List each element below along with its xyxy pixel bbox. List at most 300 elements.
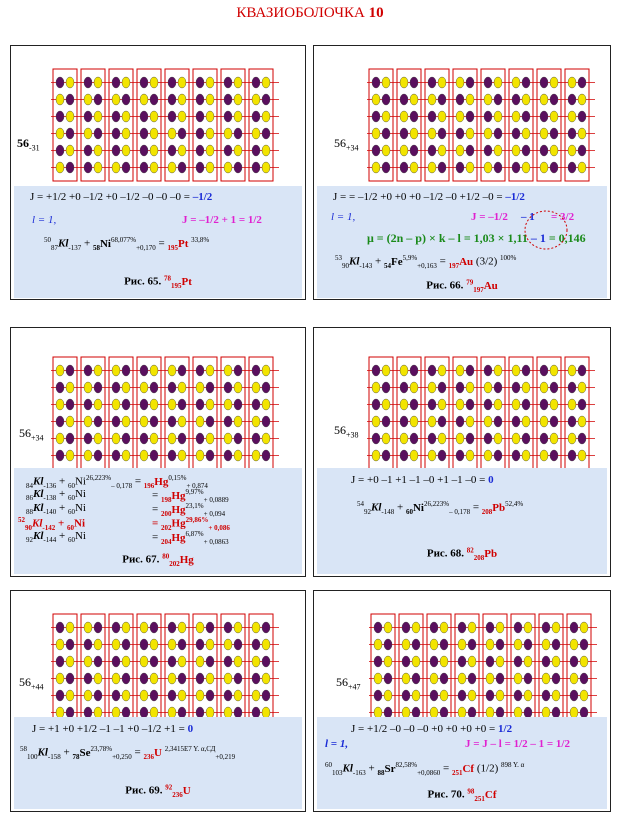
purple-particle xyxy=(150,416,158,427)
purple-particle xyxy=(512,94,520,105)
orbital-grid-svg xyxy=(367,68,595,182)
purple-particle xyxy=(428,365,436,376)
yellow-particle xyxy=(252,94,260,105)
purple-particle xyxy=(542,656,550,667)
purple-particle xyxy=(522,145,530,156)
yellow-particle xyxy=(466,162,474,173)
purple-particle xyxy=(486,622,494,633)
yellow-particle xyxy=(234,77,242,88)
yellow-particle xyxy=(234,145,242,156)
purple-particle xyxy=(196,639,204,650)
yellow-particle xyxy=(252,690,260,701)
yellow-particle xyxy=(224,162,232,173)
purple-particle xyxy=(550,450,558,461)
purple-particle xyxy=(400,416,408,427)
yellow-particle xyxy=(252,382,260,393)
yellow-particle xyxy=(224,128,232,139)
yellow-particle xyxy=(440,622,448,633)
purple-particle xyxy=(140,365,148,376)
purple-particle xyxy=(466,77,474,88)
yellow-particle xyxy=(56,162,64,173)
purple-particle xyxy=(428,433,436,444)
yellow-particle xyxy=(234,111,242,122)
purple-particle xyxy=(466,433,474,444)
shell-label: $56_{-31}$ xyxy=(17,136,40,153)
yellow-particle xyxy=(496,690,504,701)
yellow-particle xyxy=(466,416,474,427)
purple-particle xyxy=(550,94,558,105)
yellow-particle xyxy=(494,365,502,376)
yellow-particle xyxy=(550,399,558,410)
yellow-particle xyxy=(522,162,530,173)
purple-particle xyxy=(122,433,130,444)
purple-particle xyxy=(456,416,464,427)
purple-particle xyxy=(252,399,260,410)
info-box xyxy=(317,717,607,809)
yellow-particle xyxy=(262,162,270,173)
yellow-particle xyxy=(552,656,560,667)
yellow-particle xyxy=(550,365,558,376)
yellow-particle xyxy=(412,622,420,633)
yellow-particle xyxy=(484,382,492,393)
purple-particle xyxy=(568,162,576,173)
purple-particle xyxy=(486,690,494,701)
purple-particle xyxy=(484,145,492,156)
yellow-particle xyxy=(468,656,476,667)
purple-particle xyxy=(112,416,120,427)
purple-particle xyxy=(150,94,158,105)
yellow-particle xyxy=(224,399,232,410)
reaction-row: $^{53}_{90}Kl_{-143} + _{54}Fe^{5,9\%}_{+0,163} = _{197}Au$ (3/2) $^{100\%}$ xyxy=(335,254,517,270)
purple-particle xyxy=(206,450,214,461)
purple-particle xyxy=(206,690,214,701)
yellow-particle xyxy=(410,94,418,105)
yellow-particle xyxy=(468,690,476,701)
yellow-particle xyxy=(400,77,408,88)
purple-particle xyxy=(234,639,242,650)
reaction-row-highlight: $^{52}_{90}Kl_{-142} + _{60}Ni$ = $_{202}Hg^{29,86\%}_{+ 0,086}$ xyxy=(18,516,230,532)
yellow-particle xyxy=(150,128,158,139)
yellow-particle xyxy=(552,690,560,701)
purple-particle xyxy=(262,690,270,701)
yellow-particle xyxy=(568,365,576,376)
purple-particle xyxy=(514,690,522,701)
yellow-particle xyxy=(372,162,380,173)
yellow-particle xyxy=(400,365,408,376)
yellow-particle xyxy=(512,145,520,156)
yellow-particle xyxy=(512,365,520,376)
purple-particle xyxy=(150,656,158,667)
purple-particle xyxy=(512,382,520,393)
yellow-particle xyxy=(150,639,158,650)
purple-particle xyxy=(382,162,390,173)
purple-particle xyxy=(514,656,522,667)
yellow-particle xyxy=(412,690,420,701)
purple-particle xyxy=(458,690,466,701)
purple-particle xyxy=(252,433,260,444)
purple-particle xyxy=(178,639,186,650)
yellow-particle xyxy=(522,94,530,105)
yellow-particle xyxy=(178,656,186,667)
yellow-particle xyxy=(224,365,232,376)
purple-particle xyxy=(522,77,530,88)
purple-particle xyxy=(196,673,204,684)
panel-fig65 xyxy=(10,45,306,300)
purple-particle xyxy=(234,673,242,684)
yellow-particle xyxy=(122,690,130,701)
purple-particle xyxy=(262,128,270,139)
purple-particle xyxy=(578,399,586,410)
purple-particle xyxy=(112,450,120,461)
yellow-particle xyxy=(400,145,408,156)
purple-particle xyxy=(224,94,232,105)
yellow-particle xyxy=(206,399,214,410)
yellow-particle xyxy=(512,433,520,444)
yellow-particle xyxy=(66,77,74,88)
quasishell-grid xyxy=(369,613,597,727)
purple-particle xyxy=(578,145,586,156)
purple-particle xyxy=(196,162,204,173)
yellow-particle xyxy=(196,382,204,393)
yellow-particle xyxy=(484,416,492,427)
purple-particle xyxy=(374,656,382,667)
yellow-particle xyxy=(252,416,260,427)
yellow-particle xyxy=(84,382,92,393)
yellow-particle xyxy=(206,77,214,88)
shell-label: $56_{+34}$ xyxy=(334,136,359,153)
yellow-particle xyxy=(112,433,120,444)
yellow-particle xyxy=(382,399,390,410)
yellow-particle xyxy=(496,656,504,667)
yellow-particle xyxy=(94,145,102,156)
purple-particle xyxy=(512,450,520,461)
yellow-particle xyxy=(56,94,64,105)
purple-particle xyxy=(468,673,476,684)
yellow-particle xyxy=(410,450,418,461)
yellow-particle xyxy=(570,673,578,684)
yellow-particle xyxy=(84,622,92,633)
purple-particle xyxy=(56,450,64,461)
yellow-particle xyxy=(400,399,408,410)
purple-particle xyxy=(224,416,232,427)
yellow-particle xyxy=(140,382,148,393)
yellow-particle xyxy=(522,450,530,461)
purple-particle xyxy=(578,433,586,444)
purple-particle xyxy=(522,399,530,410)
yellow-particle xyxy=(252,128,260,139)
purple-particle xyxy=(484,365,492,376)
yellow-particle xyxy=(568,145,576,156)
yellow-particle xyxy=(234,450,242,461)
yellow-particle xyxy=(178,690,186,701)
yellow-particle xyxy=(262,111,270,122)
purple-particle xyxy=(224,450,232,461)
panel-fig69 xyxy=(10,590,306,812)
yellow-particle xyxy=(440,690,448,701)
spin-row: J = +1 +0 +1/2 –1 –1 +0 –1/2 +1 = 0 xyxy=(32,723,194,735)
purple-particle xyxy=(150,382,158,393)
purple-particle xyxy=(252,77,260,88)
purple-particle xyxy=(382,450,390,461)
purple-particle xyxy=(374,622,382,633)
purple-particle xyxy=(540,433,548,444)
purple-particle xyxy=(410,399,418,410)
purple-particle xyxy=(458,656,466,667)
panel-fig68 xyxy=(313,327,611,577)
yellow-particle xyxy=(580,690,588,701)
purple-particle xyxy=(94,450,102,461)
purple-particle xyxy=(522,433,530,444)
yellow-particle xyxy=(372,94,380,105)
shell-label: $56_{+34}$ xyxy=(19,426,44,443)
purple-particle xyxy=(580,639,588,650)
yellow-particle xyxy=(456,145,464,156)
purple-particle xyxy=(512,162,520,173)
purple-particle xyxy=(56,656,64,667)
yellow-particle xyxy=(122,382,130,393)
purple-particle xyxy=(486,656,494,667)
purple-particle xyxy=(400,450,408,461)
purple-particle xyxy=(430,656,438,667)
purple-particle xyxy=(168,145,176,156)
purple-particle xyxy=(56,416,64,427)
yellow-particle xyxy=(178,77,186,88)
purple-particle xyxy=(140,145,148,156)
purple-particle xyxy=(384,639,392,650)
yellow-particle xyxy=(224,673,232,684)
yellow-particle xyxy=(168,673,176,684)
yellow-particle xyxy=(410,416,418,427)
yellow-particle xyxy=(122,416,130,427)
purple-particle xyxy=(84,639,92,650)
purple-particle xyxy=(550,162,558,173)
reaction-row: $_{84}Kl_{-136} + _{60}Ni^{26,223\%}_{- 0,178} = _{196}Hg^{0,15\%}_{+ 0,874}$ xyxy=(26,474,208,490)
purple-particle xyxy=(438,94,446,105)
yellow-particle xyxy=(466,94,474,105)
purple-particle xyxy=(66,162,74,173)
yellow-particle xyxy=(468,622,476,633)
purple-particle xyxy=(468,639,476,650)
yellow-particle xyxy=(494,145,502,156)
yellow-particle xyxy=(412,656,420,667)
yellow-particle xyxy=(458,639,466,650)
yellow-particle xyxy=(178,145,186,156)
purple-particle xyxy=(84,77,92,88)
yellow-particle xyxy=(84,656,92,667)
yellow-particle xyxy=(484,162,492,173)
yellow-particle xyxy=(168,128,176,139)
purple-particle xyxy=(570,656,578,667)
purple-particle xyxy=(382,382,390,393)
yellow-particle xyxy=(382,365,390,376)
purple-particle xyxy=(84,433,92,444)
yellow-particle xyxy=(150,399,158,410)
yellow-particle xyxy=(438,399,446,410)
yellow-particle xyxy=(580,622,588,633)
purple-particle xyxy=(168,690,176,701)
purple-particle xyxy=(150,450,158,461)
yellow-particle xyxy=(112,639,120,650)
spin-row: J = +1/2 +0 –1/2 +0 –1/2 –0 –0 –0 = –1/2 xyxy=(30,191,213,203)
yellow-particle xyxy=(262,399,270,410)
purple-particle xyxy=(410,77,418,88)
yellow-particle xyxy=(550,77,558,88)
yellow-particle xyxy=(524,656,532,667)
purple-particle xyxy=(484,433,492,444)
yellow-particle xyxy=(66,450,74,461)
yellow-particle xyxy=(94,639,102,650)
purple-particle xyxy=(580,673,588,684)
page-title: КВАЗИОБОЛОЧКА 10 xyxy=(236,5,384,21)
purple-particle xyxy=(234,162,242,173)
yellow-particle xyxy=(56,673,64,684)
yellow-particle xyxy=(84,450,92,461)
purple-particle xyxy=(66,639,74,650)
purple-particle xyxy=(66,433,74,444)
yellow-particle xyxy=(484,128,492,139)
purple-particle xyxy=(178,128,186,139)
yellow-particle xyxy=(140,656,148,667)
yellow-particle xyxy=(206,111,214,122)
yellow-particle xyxy=(262,639,270,650)
yellow-particle xyxy=(262,673,270,684)
yellow-particle xyxy=(56,433,64,444)
purple-particle xyxy=(410,111,418,122)
yellow-particle xyxy=(150,77,158,88)
yellow-particle xyxy=(196,622,204,633)
purple-particle xyxy=(456,128,464,139)
purple-particle xyxy=(206,416,214,427)
panel-fig66 xyxy=(313,45,611,300)
yellow-particle xyxy=(456,433,464,444)
purple-particle xyxy=(430,690,438,701)
yellow-particle xyxy=(440,656,448,667)
reaction-row: $_{86}Kl_{-138} + _{60}Ni$ = $_{198}Hg^{9,97\%}_{+ 0,0889}$ xyxy=(26,488,229,504)
purple-particle xyxy=(140,128,148,139)
purple-particle xyxy=(206,656,214,667)
yellow-particle xyxy=(428,382,436,393)
purple-particle xyxy=(224,145,232,156)
figure-caption: Рис. 68. $^{82}_{208}$Pb xyxy=(426,546,498,562)
purple-particle xyxy=(456,162,464,173)
yellow-particle xyxy=(224,639,232,650)
yellow-particle xyxy=(578,416,586,427)
purple-particle xyxy=(94,690,102,701)
purple-particle xyxy=(168,382,176,393)
purple-particle xyxy=(540,145,548,156)
yellow-particle xyxy=(234,622,242,633)
yellow-particle xyxy=(458,673,466,684)
yellow-particle xyxy=(168,433,176,444)
purple-particle xyxy=(542,622,550,633)
purple-particle xyxy=(438,162,446,173)
yellow-particle xyxy=(234,416,242,427)
purple-particle xyxy=(252,673,260,684)
purple-particle xyxy=(122,162,130,173)
purple-particle xyxy=(494,382,502,393)
purple-particle xyxy=(578,77,586,88)
purple-particle xyxy=(410,145,418,156)
quasishell-grid xyxy=(51,356,279,470)
yellow-particle xyxy=(94,365,102,376)
yellow-particle xyxy=(466,450,474,461)
purple-particle xyxy=(224,77,232,88)
purple-particle xyxy=(224,382,232,393)
yellow-particle xyxy=(56,639,64,650)
purple-particle xyxy=(400,128,408,139)
yellow-particle xyxy=(112,673,120,684)
yellow-particle xyxy=(206,639,214,650)
yellow-particle xyxy=(372,416,380,427)
purple-particle xyxy=(140,639,148,650)
purple-particle xyxy=(140,673,148,684)
panel-fig67 xyxy=(10,327,306,577)
purple-particle xyxy=(262,622,270,633)
purple-particle xyxy=(570,690,578,701)
purple-particle xyxy=(122,365,130,376)
yellow-particle xyxy=(196,656,204,667)
yellow-particle xyxy=(486,673,494,684)
orbital-row: l = 1, J = –1/2 + 1 = 1/2 xyxy=(32,214,262,226)
purple-particle xyxy=(428,145,436,156)
yellow-particle xyxy=(94,111,102,122)
purple-particle xyxy=(168,111,176,122)
purple-particle xyxy=(410,365,418,376)
purple-particle xyxy=(178,433,186,444)
purple-particle xyxy=(94,128,102,139)
yellow-particle xyxy=(382,77,390,88)
yellow-particle xyxy=(122,450,130,461)
yellow-particle xyxy=(168,639,176,650)
yellow-particle xyxy=(400,433,408,444)
purple-particle xyxy=(466,145,474,156)
yellow-particle xyxy=(66,656,74,667)
yellow-particle xyxy=(568,77,576,88)
yellow-particle xyxy=(178,94,186,105)
orbital-row: l = 1, J = J – l = 1/2 – 1 = 1/2 xyxy=(325,738,570,750)
purple-particle xyxy=(66,399,74,410)
yellow-particle xyxy=(512,399,520,410)
yellow-particle xyxy=(178,382,186,393)
yellow-particle xyxy=(374,673,382,684)
yellow-particle xyxy=(150,162,158,173)
purple-particle xyxy=(112,382,120,393)
purple-particle xyxy=(140,77,148,88)
purple-particle xyxy=(512,128,520,139)
purple-particle xyxy=(122,94,130,105)
yellow-particle xyxy=(484,94,492,105)
yellow-particle xyxy=(94,77,102,88)
purple-particle xyxy=(550,128,558,139)
purple-particle xyxy=(494,416,502,427)
yellow-particle xyxy=(206,673,214,684)
yellow-particle xyxy=(438,365,446,376)
yellow-particle xyxy=(234,656,242,667)
yellow-particle xyxy=(196,690,204,701)
purple-particle xyxy=(56,382,64,393)
yellow-particle xyxy=(514,639,522,650)
dashed-ellipse xyxy=(522,208,570,252)
yellow-particle xyxy=(112,94,120,105)
yellow-particle xyxy=(252,622,260,633)
purple-particle xyxy=(56,77,64,88)
purple-particle xyxy=(224,111,232,122)
purple-particle xyxy=(522,365,530,376)
purple-particle xyxy=(494,128,502,139)
yellow-particle xyxy=(150,673,158,684)
shell-label: $56_{+47}$ xyxy=(336,675,361,692)
purple-particle xyxy=(234,128,242,139)
